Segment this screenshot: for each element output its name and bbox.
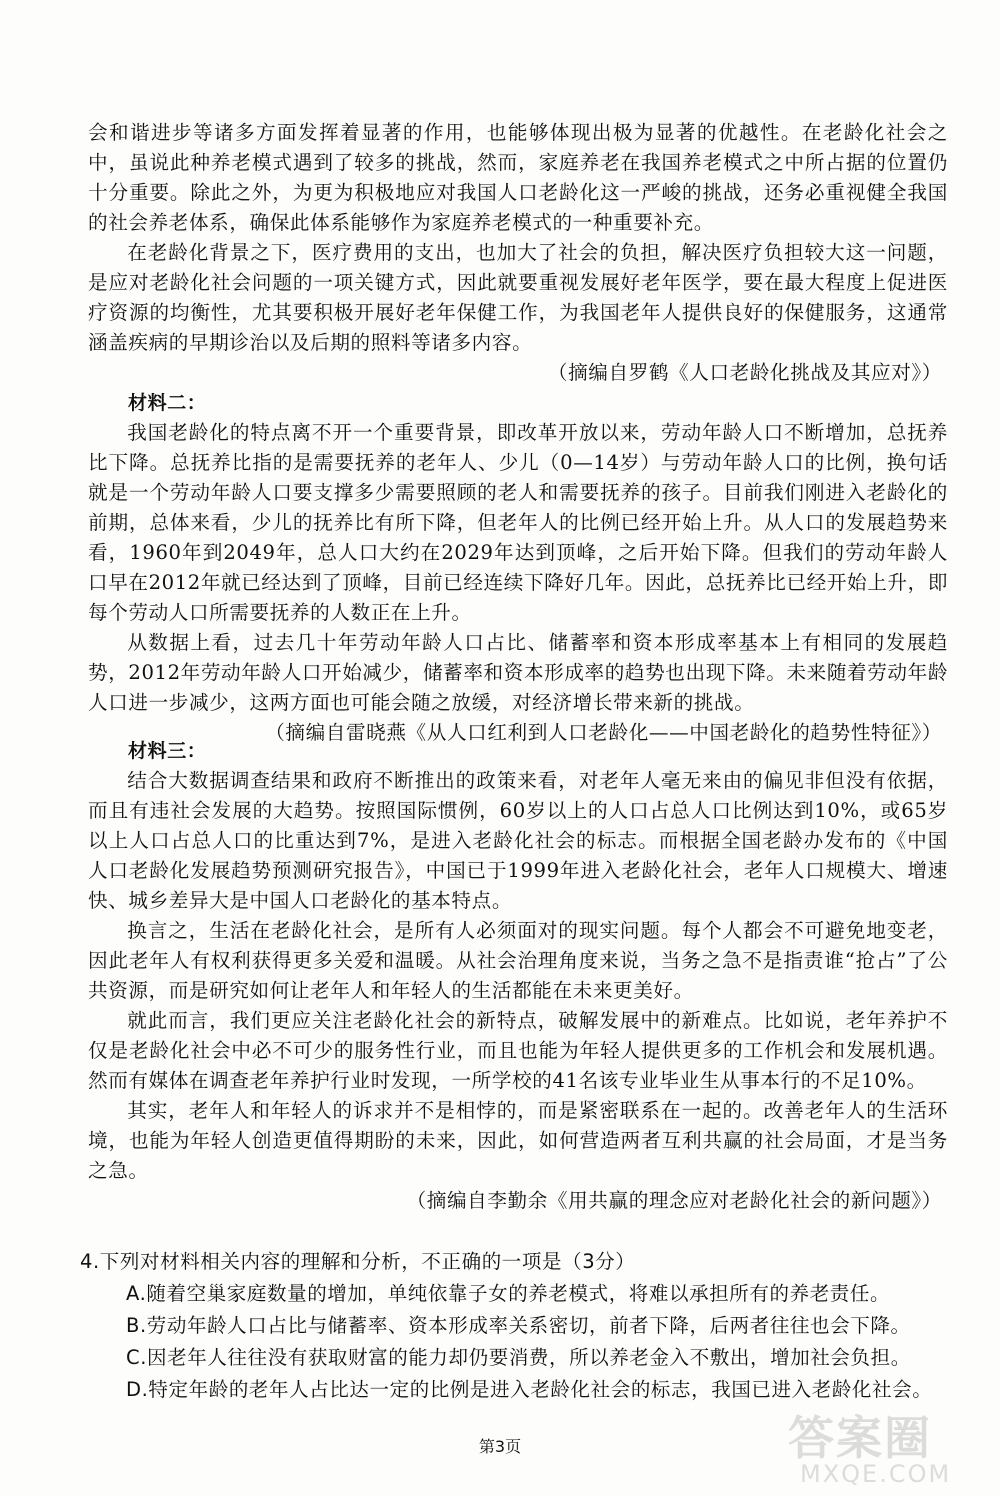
material-3-paragraph-3: 就此而言，我们更应关注老龄化社会的新特点，破解发展中的新难点。比如说，老年养护不仅是老龄化社会中必不可少的服务性行业，而且也能为年轻人提供更多的工作机会和发展机遇。然而有媒体在调查老年养护行业时发现，一所学校的41名该专业毕业生从事本行的不足10%。 [88, 1009, 948, 1092]
material-3-paragraph-4: 其实，老年人和年轻人的诉求并不是相悖的，而是紧密联系在一起的。改善老年人的生活环境，也能为年轻人创造更值得期盼的未来，因此，如何营造两者互利共赢的社会局面，才是当务之急。 [88, 1099, 948, 1182]
watermark-logo-text: 答案圈 [788, 1411, 932, 1465]
material-2-paragraph-1: 我国老龄化的特点离不开一个重要背景，即改革开放以来，劳动年龄人口不断增加，总抚养比下降。总抚养比指的是需要抚养的老年人、少儿（0—14岁）与劳动年龄人口的比例，换句话就是一个劳动年龄人口要支撑多少需要照顾的老人和需要抚养的孩子。目前我们刚进入老龄化的前期，总体来看，少儿的抚养比有所下降，但老年人的比例已经开始上升。从人口的发展趋势来看，1960年到2049年，总人口大约在2029年达到顶峰，之后开始下降。但我们的劳动年龄人口早在2012年就已经达到了顶峰，目前已经连续下降好几年。因此，总抚养比已经开始上升，即每个劳动人口所需要抚养的人数正在上升。 [88, 421, 949, 624]
watermark-url: MXQE.COM [800, 1460, 952, 1488]
material-3-paragraph-1: 结合大数据调查结果和政府不断推出的政策来看，对老年人毫无来由的偏见非但没有依据，而且有违社会发展的大趋势。按照国际惯例，60岁以上的人口占总人口比例达到10%，或65岁以上人口占总人口的比重达到7%，是进入老龄化社会的标志。而根据全国老龄办发布的《中国人口老龄化发展趋势预测研究报告》，中国已于1999年进入老龄化社会，老年人口规模大、增速快、城乡差异大是中国人口老龄化的基本特点。 [88, 769, 948, 912]
material-2-paragraph-2: 从数据上看，过去几十年劳动年龄人口占比、储蓄率和资本形成率基本上有相同的发展趋势，2012年劳动年龄人口开始减少，储蓄率和资本形成率的趋势也出现下降。未来随着劳动年龄人口进一步减少，这两方面也可能会随之放缓，对经济增长带来新的挑战。 [88, 631, 949, 714]
material-3 [88, 736, 948, 1216]
material-1-source: （摘编自罗鹤《人口老龄化挑战及其应对》） [547, 361, 942, 384]
material-3-source: （摘编自李勤余《用共赢的理念应对老龄化社会的新问题》） [406, 1189, 942, 1212]
question-4-stem: 4.下列对材料相关内容的理解和分析，不正确的一项是（3分） [80, 1250, 636, 1273]
question-4-option-a[interactable]: A.随着空巢家庭数量的增加，单纯依靠子女的养老模式，将难以承担所有的养老责任。 [126, 1282, 891, 1305]
question-4-option-d[interactable]: D.特定年龄的老年人占比达一定的比例是进入老龄化社会的标志，我国已进入老龄化社会。 [126, 1378, 933, 1401]
material-1-paragraph-1: 会和谐进步等诸多方面发挥着显著的作用，也能够体现出极为显著的优越性。在老龄化社会之中，虽说此种养老模式遇到了较多的挑战，然而，家庭养老在我国养老模式之中所占据的位置仍十分重要。除此之外，为更为积极地应对我国人口老龄化这一严峻的挑战，还务必重视健全我国的社会养老体系，确保此体系能够作为家庭养老模式的一种重要补充。 [88, 121, 948, 234]
question-4-option-c[interactable]: C.因老年人往往没有获取财富的能力却仍要消费，所以养老金入不敷出，增加社会负担。 [126, 1346, 911, 1369]
material-1-paragraph-2: 在老龄化背景之下，医疗费用的支出，也加大了社会的负担，解决医疗负担较大这一问题，是应对老龄化社会问题的一项关键方式，因此就要重视发展好老年医学，要在最大程度上促进医疗资源的均衡性，尤其要积极开展好老年保健工作，为我国老年人提供良好的保健服务，这通常涵盖疾病的早期诊治以及后期的照料等诸多内容。 [88, 241, 948, 354]
page-number: 第3页 [478, 1437, 522, 1456]
material-2-source: （摘编自雷晓燕《从人口红利到人口老龄化——中国老龄化的趋势性特征》） [265, 721, 942, 744]
question-4 [80, 1246, 948, 1406]
material-2 [88, 388, 948, 748]
material-3-paragraph-2: 换言之，生活在老龄化社会，是所有人必须面对的现实问题。每个人都会不可避免地变老，因此老年人有权利获得更多关爱和温暖。从社会治理角度来说，当务之急不是指责谁“抢占”了公共资源，而是研究如何让老年人和年轻人的生活都能在未来更美好。 [88, 919, 948, 1002]
material-1-tail [88, 118, 948, 388]
question-4-option-b[interactable]: B.劳动年龄人口占比与储蓄率、资本形成率关系密切，前者下降，后两者往往也会下降。 [126, 1314, 911, 1337]
material-3-heading: 材料三： [128, 740, 207, 762]
watermark-logo [780, 1402, 990, 1494]
material-2-heading: 材料二： [128, 392, 207, 414]
